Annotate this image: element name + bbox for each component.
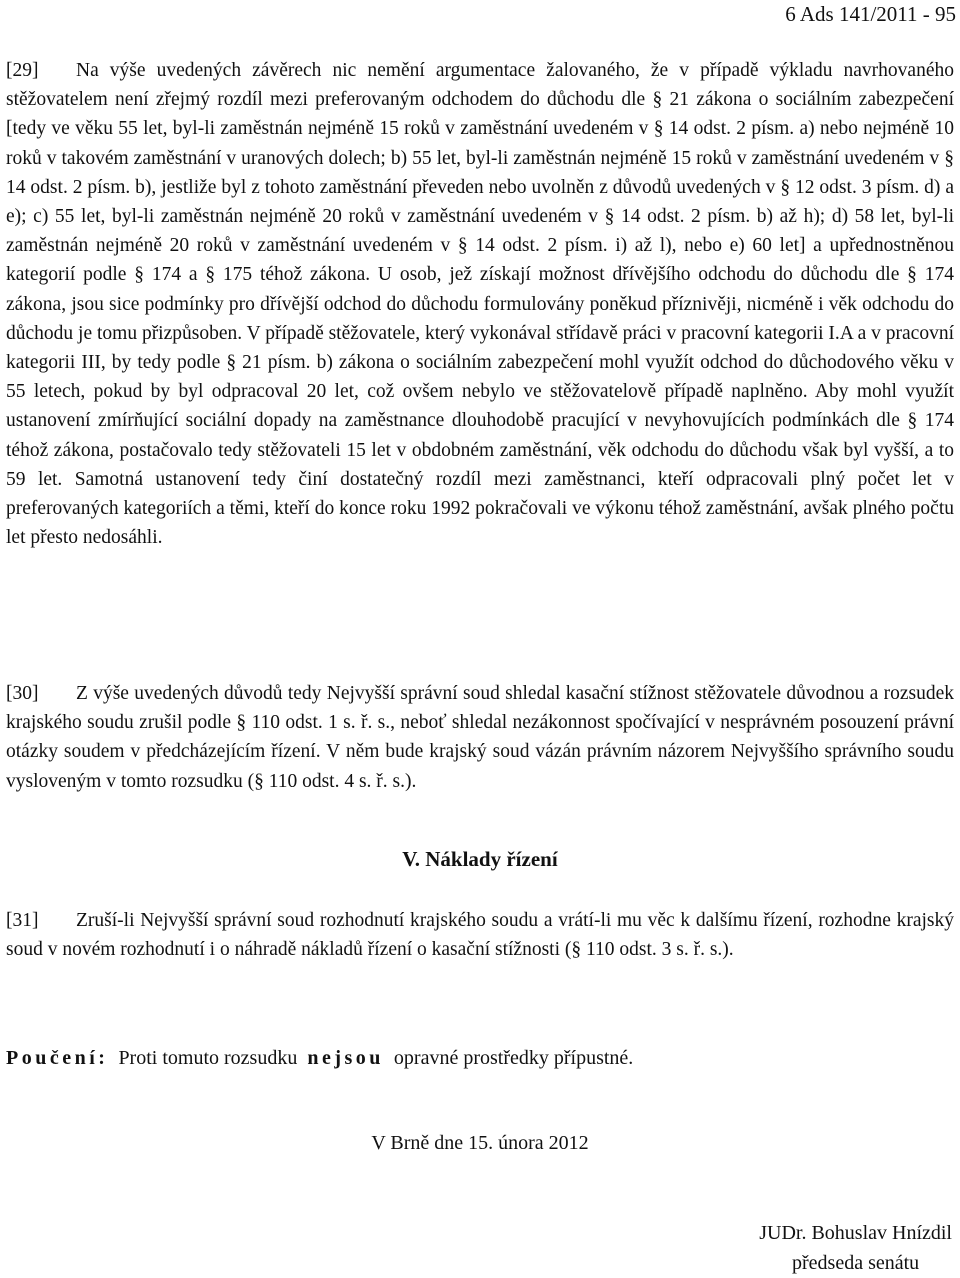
paragraph-29 bbox=[6, 56, 954, 552]
paragraph-number: [29] bbox=[6, 60, 39, 81]
section-heading: V. Náklady řízení bbox=[402, 847, 558, 871]
paragraph-text: Z výše uvedených důvodů tedy Nejvyšší správní soud shledal kasační stížnost stěžovatele důvodnou a rozsudek krajského soudu zrušil podle § 110 odst. 1 s. ř. s., neboť shledal nezákonnost spočívající v nesprávném posouzení právní otázky soudem v předcházejícím řízení. V něm bude krajský soud vázán právním názorem Nejvyššího správního soudu vysloveným v tomto rozsudku (§ 110 odst. 4 s. ř. s.). bbox=[6, 683, 954, 792]
instruction-emphasis: nejsou bbox=[307, 1047, 384, 1069]
instruction-text-before: Proti tomuto rozsudku bbox=[118, 1047, 298, 1069]
paragraph-text: Na výše uvedených závěrech nic nemění argumentace žalovaného, že v případě výkladu navrhovaného stěžovatelem není zřejmý rozdíl mezi preferovaným odchodem do důchodu dle § 21 zákona o sociálním zabezpečení [tedy ve věku 55 let, byl-li zaměstnán nejméně 15 roků v zaměstnání uvedeném v § 14 odst. 2 písm. a) nebo nejméně 10 roků v takovém zaměstnání v uranových dolech; b) 55 let, byl-li zaměstnán nejméně 15 roků v zaměstnání uvedeném v § 14 odst. 2 písm. b), jestliže byl z tohoto zaměstnání převeden nebo uvolněn z důvodů uvedených v § 12 odst. 3 písm. d) a e); c) 55 let, byl-li zaměstnán nejméně 20 roků v zaměstnání uvedeném v § 14 odst. 2 písm. b) až h); d) 58 let, byl-li zaměstnán nejméně 20 roků v zaměstnání uvedeném v § 14 odst. 2 písm. i) až l), nebo e) 60 let] a upřednostněnou kategorií podle § 174 a § 175 téhož zákona. U osob, jež získají možnost dřívějšího odchodu do důchodu dle § 174 zákona, jsou sice podmínky pro dřívější odchod do důchodu formulovány poněkud příznivěji, nicméně i věk odchodu do důchodu je tomu přizpůsoben. V případě stěžovatele, který vykonával střídavě práci v pracovní kategorii I.A a v pracovní kategorii III, by tedy podle § 21 písm. b) zákona o sociálním zabezpečení mohl využít odchod do důchodového věku v 55 letech, pokud by byl odpracoval 20 let, což ovšem nebylo ve stěžovatelově případě naplněno. Aby mohl využít ustanovení zmírňující sociální dopady na zaměstnance dlouhodobě pracující v nevyhovujících podmínkách dle § 174 téhož zákona, postačovalo tedy stěžovateli 15 let v obdobném zaměstnání, věk odchodu do důchodu však byl vyšší, a to 59 let. Samotná ustanovení tedy činí dostatečný rozdíl mezi zaměstnanci, kteří odpracovali plný počet let v preferovaných kategoriích a těmi, kteří do konce roku 1992 pokračovali ve výkonu téhož zaměstnání, avšak plného počtu let přesto nedosáhli. bbox=[6, 60, 954, 549]
paragraph-number: [31] bbox=[6, 910, 39, 931]
signer-role: předseda senátu bbox=[792, 1252, 920, 1274]
paragraph-31 bbox=[6, 906, 954, 964]
date-line: V Brně dne 15. února 2012 bbox=[371, 1132, 589, 1154]
paragraph-text: Zruší-li Nejvyšší správní soud rozhodnutí krajského soudu a vrátí-li mu věc k dalšímu řízení, rozhodne krajský soud v novém rozhodnutí i o náhradě nákladů řízení o kasační stížnosti (§ 110 odst. 3 s. ř. s.). bbox=[6, 910, 954, 961]
paragraph-number: [30] bbox=[6, 683, 39, 704]
paragraph-30 bbox=[6, 679, 954, 796]
legal-instruction bbox=[6, 1047, 633, 1070]
signer-name: JUDr. Bohuslav Hnízdil bbox=[759, 1222, 952, 1244]
signature-block bbox=[759, 1218, 952, 1278]
instruction-label: Poučení: bbox=[6, 1047, 109, 1069]
case-reference: 6 Ads 141/2011 - 95 bbox=[785, 2, 956, 26]
instruction-text-after: opravné prostředky přípustné. bbox=[393, 1047, 634, 1069]
